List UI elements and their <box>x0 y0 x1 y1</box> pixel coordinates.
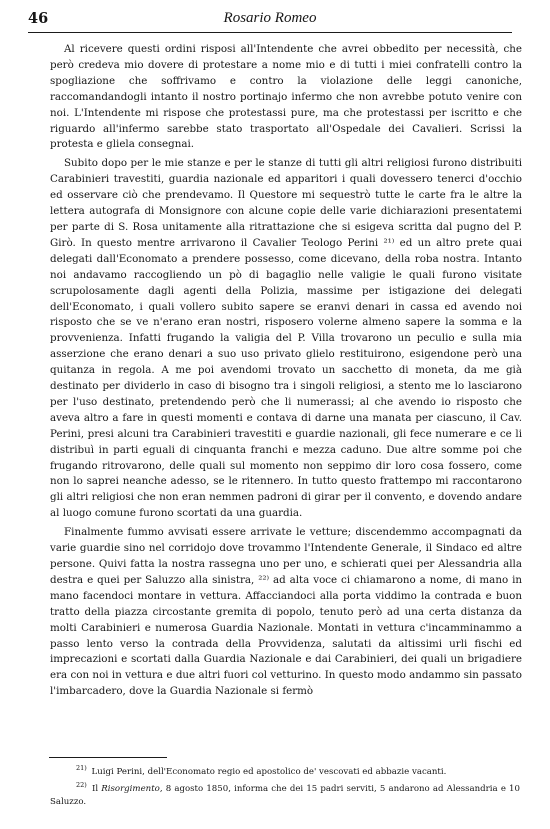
footnote-text: , 8 agosto 1850, informa che dei 15 padri serviti, 5 andarono ad Alessandria e 10 Saluzzo. <box>50 783 520 807</box>
footnotes <box>50 766 520 813</box>
footnote-divider <box>49 757 167 758</box>
page-number: 46 <box>28 10 49 27</box>
running-head: Rosario Romeo <box>223 10 317 26</box>
paragraph: Finalmente fummo avvisati essere arrivate le vetture; discendemmo accompagnati da varie guardie sino nel corridojo dove trovammo l'Intendente Generale, il Sindaco ed altre persone. Quivi fatta la nostra rassegna uno per uno, e schierati quei per Alessandria alla destra e quei per Saluzzo alla sinistra, ²²⁾ ad alta voce ci chiamarono a nome, di mano in mano facendoci montare in vettura. Affacciandoci alla porta viddimo la contrada e buon tratto della piazza circostante gremita di popolo, tenuto però ad una certa distanza da molti Carabinieri e numerosa Guardia Nazionale. Montati in vettura c'incamminammo a passo lento verso la contrada della Provvidenza, salutati da altissimi urli fischi ed imprecazioni e scortati dalla Guardia Nazionale e dai Carabinieri, dei quali un brigadiere era con noi in vettura e due altri fuori col vetturino. In questo modo andammo sin passato l'imbarcadero, dove la Guardia Nazionale si fermò <box>50 526 522 698</box>
footnote <box>50 766 520 780</box>
footnote-source-title: Risorgimento <box>101 783 160 794</box>
paragraph: Al ricevere questi ordini risposi all'Intendente che avrei obbedito per necessità, che però credeva mio dovere di protestare a nome mio e di tutti i miei confratelli contro la spogliazione che soffrivamo e contro la violazione delle leggi canoniche, raccomandandogli intanto il nostro portinajo infermo che non avrebbe potuto venire con noi. L'Intendente mi rispose che protestassi pure, ma che protestassi per iscritto e che riguardo all'infermo sarebbe stato trasportato all'Ospedale dei Cavalieri. Scrissi la protesta e gliela consegnai. <box>50 43 522 151</box>
paragraph: Subito dopo per le mie stanze e per le stanze di tutti gli altri religiosi furono distribuiti Carabinieri travestiti, guardia nazionale ed apparitori i quali dovessero tenerci d'occhio ed osservare ciò che prendevamo. Il Questore mi sequestrò tutte le carte fra le altre la lettera autografa di Monsignore con alcune copie delle varie dichiarazioni presentatemi per parte di S. Rosa unitamente alla ritrattazione che si esigeva scritta dal pugno del P. Girò. In questo mentre arrivarono il Cavalier Teologo Perini ²¹⁾ ed un altro prete quai delegati dall'Economato a prendere possesso, come dicevano, della roba nostra. Intanto noi andavamo raccogliendo un pò di bagaglio nelle valigie le quali furono visitate scrupolosamente dagli agenti della Polizia, massime per istigazione dei delegati dell'Economato, i quali vollero subito sapere se eranvi denari in cassa ed avendo noi risposto che se ve n'erano eran nostri, risposero volerne almeno sapere la somma e la provvenienza. Infatti frugando la valigia del P. Villa trovarono un peculio e sulla mia asserzione che erano denari a suo uso privato glielo restituirono, esigendone però una quitanza in regola. A me poi avendomi trovato un sacchetto di moneta, da me già destinato per dividerlo in caso di bisogno tra i singoli religiosi, a stento me lo lasciarono per l'uso destinato, pretendendo però che li numerassi; al che avendo io risposto che aveva altro a fare in questi momenti e contava di darne una manata per ciascuno, il Cav. Perini, presi alcuni tra Carabinieri travestiti e guardie nazionali, gli fece numerare e ce li distribuì in parti eguali di cinquanta franchi e mezza caduno. Due altre somme poi che frugando ritrovarono, delle quali sul momento non seppimo dir loro cosa fossero, come non lo saprei neanche adesso, se le ritennero. In tutto questo frattempo mi raccontarono gli altri religiosi che non eran nemmen padroni di girar per il convento, e dovendo andare al luogo comune furono scortati da una guardia. <box>50 157 522 520</box>
page-header <box>28 10 512 33</box>
footnote-text: Luigi Perini, dell'Economato regio ed apostolico de' vescovati ed abbazie vacanti. <box>91 767 447 777</box>
footnote-mark: 22) <box>76 780 87 789</box>
footnote <box>50 780 520 810</box>
footnote-mark: 21) <box>76 764 87 773</box>
footnote-text-prefix: Il <box>91 783 102 794</box>
main-text <box>50 42 522 703</box>
